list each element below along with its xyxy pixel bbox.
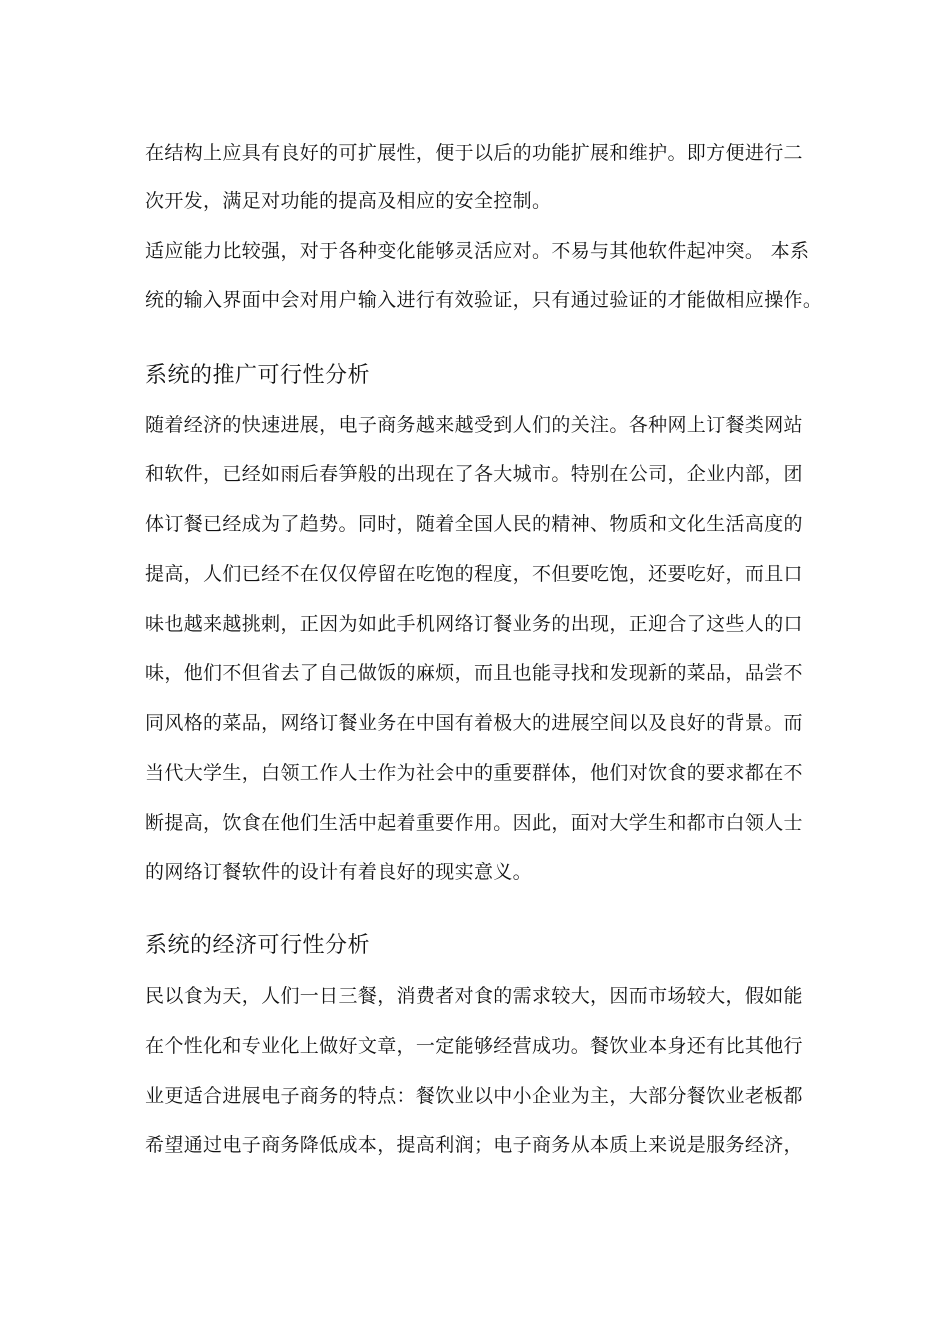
paragraph-line: 和软件，已经如雨后春笋般的出现在了各大城市。特别在公司，企业内部，团 — [145, 463, 803, 485]
paragraph-line: 当代大学生，白领工作人士作为社会中的重要群体，他们对饮食的要求都在不 — [145, 762, 803, 784]
paragraph-line: 次开发，满足对功能的提高及相应的安全控制。 — [145, 190, 552, 212]
paragraph-line: 的网络订餐软件的设计有着良好的现实意义。 — [145, 861, 533, 883]
paragraph-line: 体订餐已经成为了趋势。同时，随着全国人民的精神、物质和文化生活高度的 — [145, 513, 803, 535]
paragraph-line: 味也越来越挑剌，正因为如此手机网络订餐业务的出现，正迎合了这些人的口 — [145, 613, 803, 635]
section-heading: 系统的经济可行性分析 — [145, 933, 371, 958]
paragraph-line: 随着经济的快速进展，电子商务越来越受到人们的关注。各种网上订餐类网站 — [145, 414, 803, 436]
paragraph-line: 味，他们不但省去了自己做饭的麻烦，而且也能寻找和发现新的菜品，品尝不 — [145, 662, 803, 684]
paragraph-line: 民以食为天，人们一日三餐，消费者对食的需求较大，因而市场较大，假如能 — [145, 985, 803, 1007]
paragraph-line: 在结构上应具有良好的可扩展性，便于以后的功能扩展和维护。即方便进行二 — [145, 142, 803, 164]
paragraph-line: 业更适合进展电子商务的特点：餐饮业以中小企业为主，大部分餐饮业老板都 — [145, 1085, 803, 1107]
paragraph-line: 希望通过电子商务降低成本，提高利润；电子商务从本质上来说是服务经济， — [145, 1134, 803, 1156]
paragraph-line: 适应能力比较强，对于各种变化能够灵活应对。不易与其他软件起冲突。 本系 — [145, 240, 810, 262]
paragraph-line: 断提高，饮食在他们生活中起着重要作用。因此，面对大学生和都市白领人士 — [145, 812, 803, 834]
section-heading: 系统的推广可行性分析 — [145, 363, 371, 388]
paragraph-line: 同风格的菜品，网络订餐业务在中国有着极大的进展空间以及良好的背景。而 — [145, 712, 803, 734]
paragraph-line: 提高，人们已经不在仅仅停留在吃饱的程度，不但要吃饱，还要吃好，而且口 — [145, 563, 803, 585]
paragraph-line: 统的输入界面中会对用户输入进行有效验证，只有通过验证的才能做相应操作。 — [145, 289, 823, 311]
paragraph-line: 在个性化和专业化上做好文章，一定能够经营成功。餐饮业本身还有比其他行 — [145, 1035, 803, 1057]
